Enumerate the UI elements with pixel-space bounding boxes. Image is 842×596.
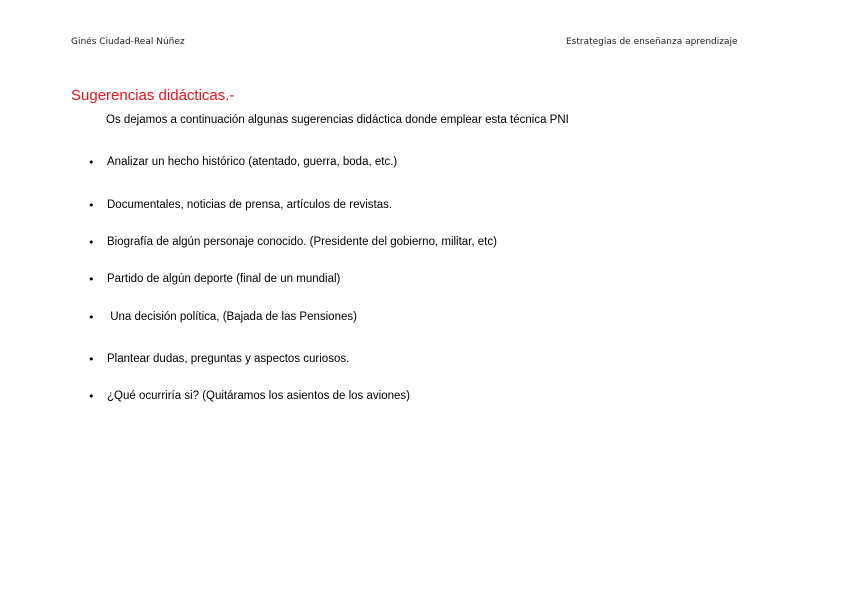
header-author: Ginés Ciudad-Real Núñez: [71, 37, 185, 47]
list-item-text: Plantear dudas, preguntas y aspectos curiosos.: [107, 353, 350, 365]
list-item-text: Partido de algún deporte (final de un mundial): [107, 273, 341, 285]
list-item-text: ¿Qué ocurriría si? (Quitáramos los asientos de los aviones): [107, 390, 410, 402]
bullet-icon: •: [88, 198, 95, 212]
section-title: Sugerencias didácticas.-: [71, 87, 235, 104]
list-item: [88, 309, 357, 325]
list-item: [88, 351, 349, 367]
list-item: [88, 234, 497, 250]
section-intro: Os dejamos a continuación algunas sugerencias didáctica donde emplear esta técnica PNI: [106, 114, 569, 126]
list-item-text: Analizar un hecho histórico (atentado, guerra, boda, etc.): [107, 156, 398, 168]
bullet-icon: •: [88, 235, 95, 249]
bullet-icon: •: [88, 310, 95, 324]
list-item-text: Una decisión política, (Bajada de las Pensiones): [107, 311, 357, 323]
list-item-text: Biografía de algún personaje conocido. (Presidente del gobierno, militar, etc): [107, 236, 497, 248]
bullet-icon: •: [88, 389, 95, 403]
list-item: [88, 388, 410, 404]
bullet-icon: •: [88, 352, 95, 366]
bullet-icon: •: [88, 272, 95, 286]
list-item: [88, 271, 340, 287]
list-item-text: Documentales, noticias de prensa, artículos de revistas.: [107, 199, 393, 211]
header-subject: Estrategias de enseñanza aprendizaje: [566, 37, 738, 47]
list-item: [88, 154, 397, 170]
list-item: [88, 197, 392, 213]
bullet-icon: •: [88, 155, 95, 169]
